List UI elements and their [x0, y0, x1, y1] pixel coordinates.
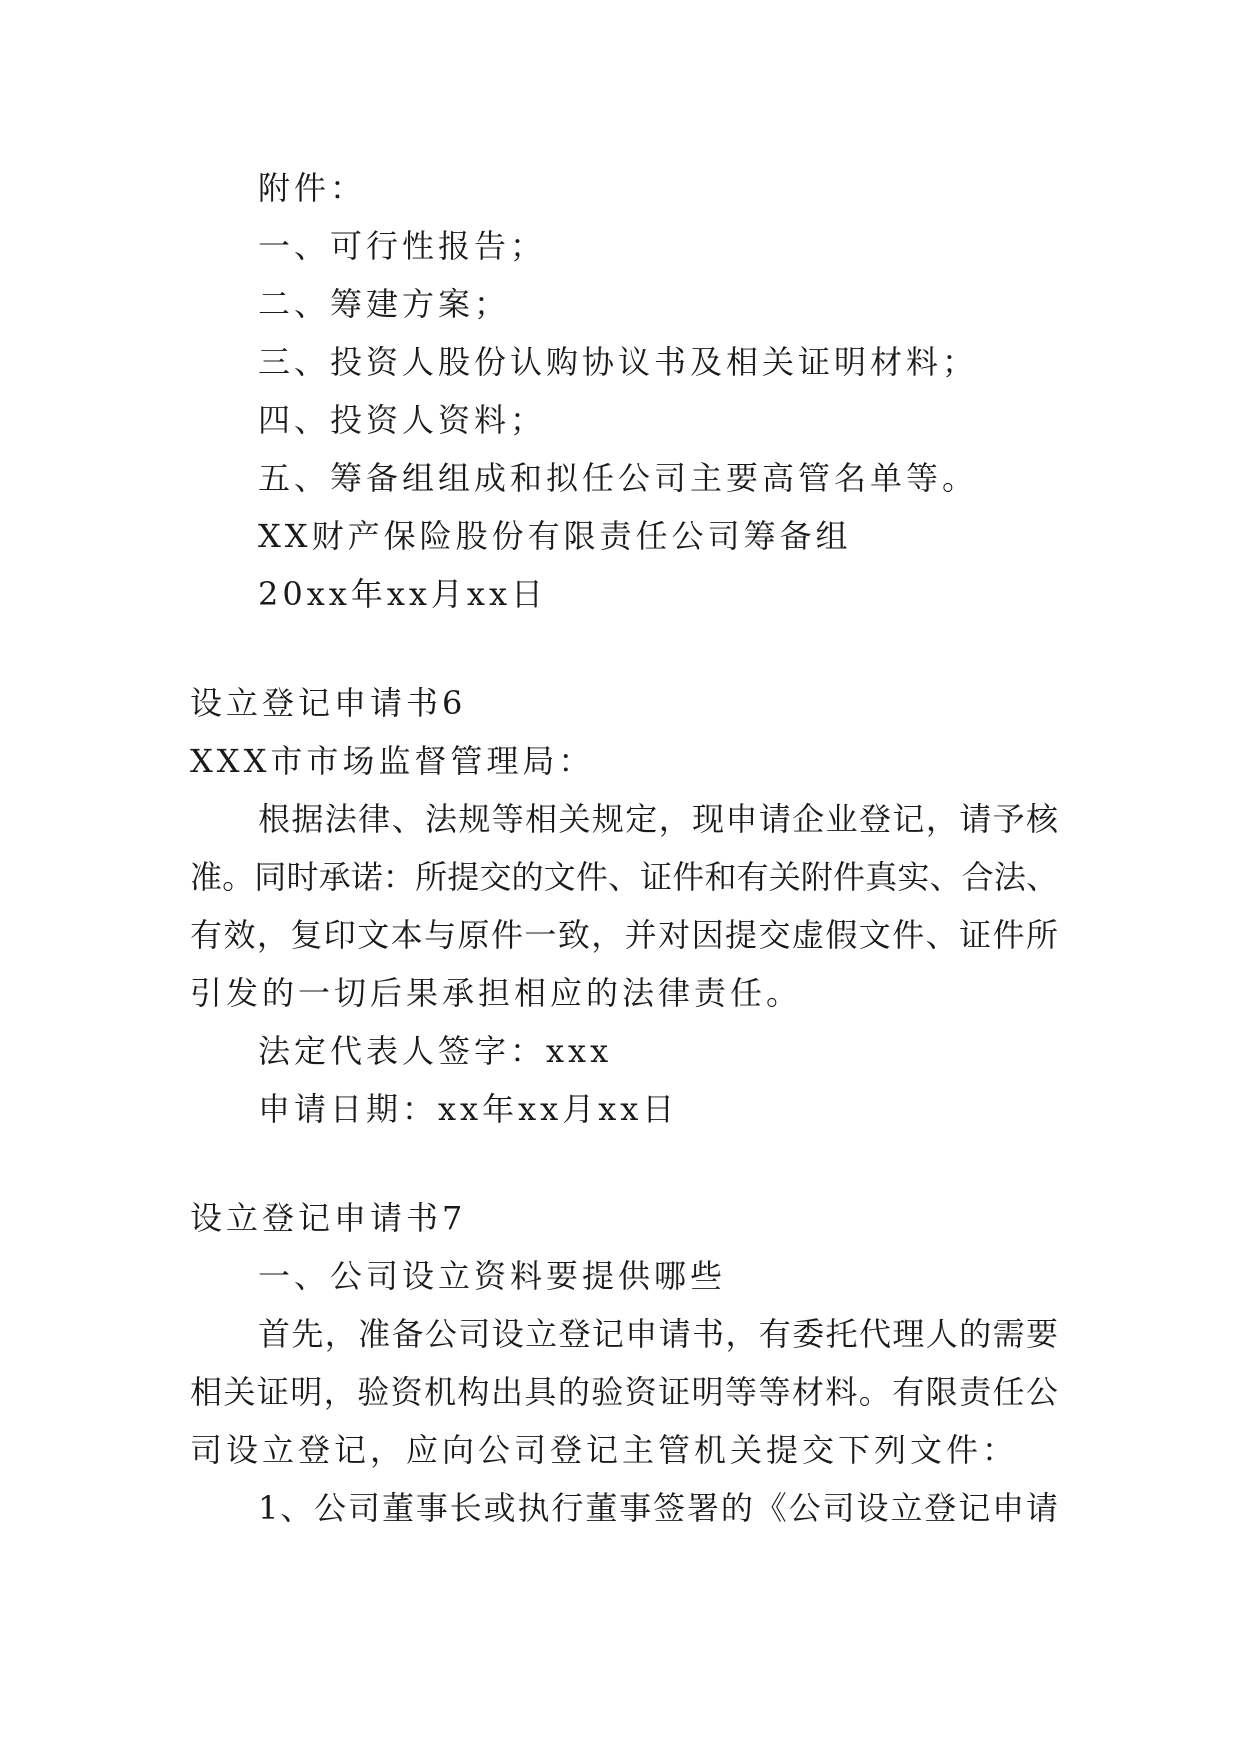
attachment-item: 一、可行性报告；	[258, 227, 547, 265]
section6-title: 设立登记申请书6	[190, 684, 467, 722]
section6-apply-date: 申请日期：xx年xx月xx日	[258, 1090, 679, 1128]
attachments-signer: XX财产保险股份有限责任公司筹备组	[258, 517, 852, 555]
attachment-item: 五、筹备组组成和拟任公司主要高管名单等。	[258, 459, 979, 497]
section7-body-line: 相关证明，验资机构出具的验资证明等等材料。有限责任公	[190, 1373, 1058, 1411]
attachments-heading: 附件：	[258, 169, 367, 207]
section6-body-line: 准。同时承诺：所提交的文件、证件和有关附件真实、合法、	[190, 858, 1058, 896]
attachment-item: 三、投资人股份认购协议书及相关证明材料；	[258, 343, 979, 381]
section7-body-line: 1、公司董事长或执行董事签署的《公司设立登记申请	[258, 1489, 1058, 1527]
section7-subheading: 一、公司设立资料要提供哪些	[258, 1257, 727, 1295]
attachment-item: 二、筹建方案；	[258, 285, 511, 323]
section6-body-line: 引发的一切后果承担相应的法律责任。	[190, 974, 803, 1012]
section7-body-line: 司设立登记，应向公司登记主管机关提交下列文件：	[190, 1431, 1019, 1469]
section7-title: 设立登记申请书7	[190, 1199, 467, 1237]
attachments-date: 20xx年xx月xx日	[258, 575, 548, 613]
section7-body-line: 首先，准备公司设立登记申请书，有委托代理人的需要	[258, 1315, 1058, 1353]
section6-body-line: 根据法律、法规等相关规定，现申请企业登记，请予核	[258, 800, 1058, 838]
section6-signature: 法定代表人签字：xxx	[258, 1032, 613, 1070]
attachment-item: 四、投资人资料；	[258, 401, 547, 439]
section6-addressee: XXX市市场监督管理局：	[190, 742, 595, 780]
section6-body-line: 有效，复印文本与原件一致，并对因提交虚假文件、证件所	[190, 916, 1058, 954]
